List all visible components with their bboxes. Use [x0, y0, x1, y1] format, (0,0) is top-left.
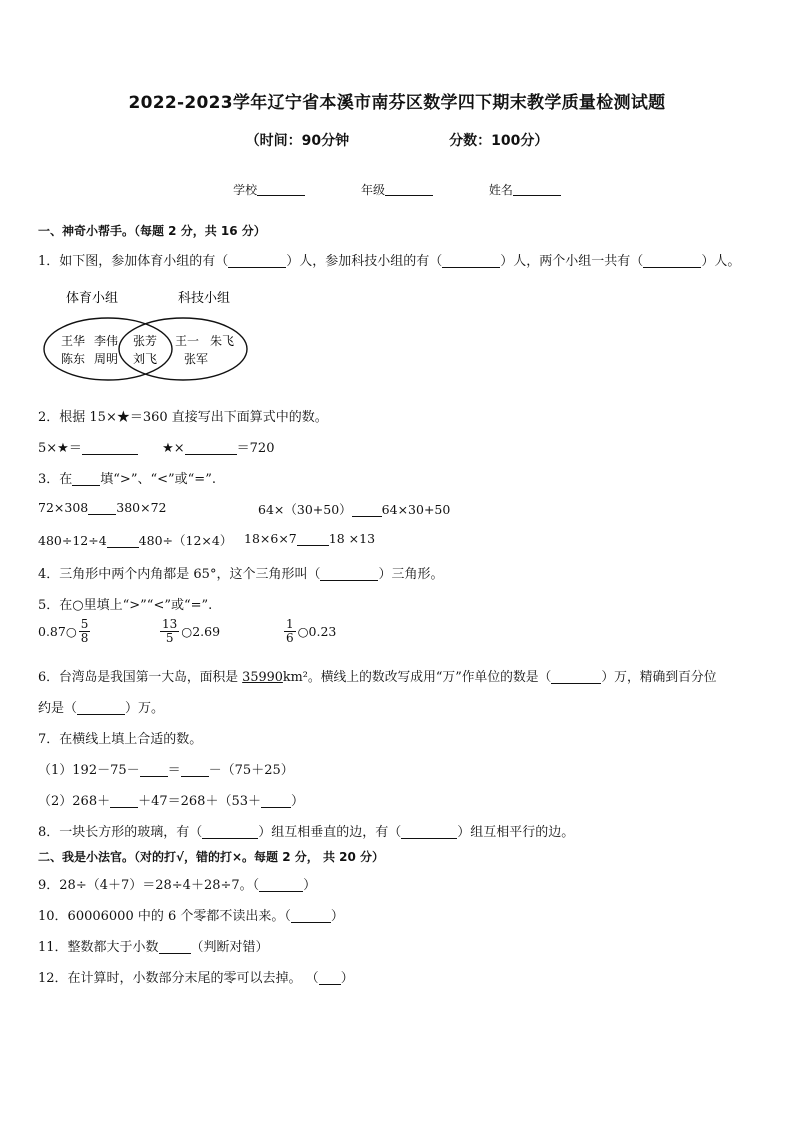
answer-blank[interactable] [110, 794, 138, 808]
total-score: 分数：100分） [449, 133, 549, 149]
answer-blank[interactable] [77, 701, 125, 715]
venn-name: 张芳 [133, 334, 158, 348]
answer-blank[interactable] [259, 878, 303, 892]
answer-blank[interactable] [643, 254, 701, 268]
question-5: 5．在○里填上“>”“<”或“=”. [38, 598, 213, 613]
venn-name: 张军 [184, 352, 209, 366]
compare-item: 18×6×7 18 ×13 [244, 531, 376, 546]
compare-item: 480÷12÷4 480÷（12×4） [38, 533, 233, 548]
compare-item: 64×（30+50） 64×30+50 [258, 502, 451, 517]
question-7-part-2: （2）268＋ ＋47＝268＋（53＋ ） [38, 794, 305, 809]
answer-blank[interactable] [228, 254, 286, 268]
compare-item: 0.87○ $\frac{5}{8}$ [38, 617, 89, 645]
question-10: 10．60006000 中的 6 个零都不读出来。（ ） [38, 909, 344, 924]
question-6: 6．台湾岛是我国第一大岛，面积是 35990km²。横线上的数改写成用“万”作单位的数是（ ）万，精确到百分位 [38, 670, 717, 685]
answer-blank[interactable] [261, 794, 291, 808]
answer-blank[interactable] [291, 909, 331, 923]
compare-item: 72×308 380×72 [38, 500, 167, 515]
venn-left-label: 体育小组 [66, 291, 119, 306]
name-field[interactable]: 姓名 [489, 181, 561, 198]
answer-blank[interactable] [320, 567, 378, 581]
question-7: 7．在横线上填上合适的数。 [38, 732, 203, 747]
answer-blank[interactable] [185, 441, 237, 455]
venn-right-label: 科技小组 [178, 291, 231, 306]
question-9: 9．28÷（4＋7）＝28÷4＋28÷7。（ ） [38, 878, 317, 893]
venn-name: 王一 [175, 334, 200, 348]
answer-blank[interactable] [88, 501, 116, 515]
question-11: 11．整数都大于小数 （判断对错） [38, 940, 269, 955]
answer-blank[interactable] [551, 670, 601, 684]
answer-blank[interactable] [159, 940, 191, 954]
question-12: 12．在计算时，小数部分末尾的零可以去掉。 （ ） [38, 971, 354, 986]
answer-blank[interactable] [297, 532, 329, 546]
answer-blank[interactable] [442, 254, 500, 268]
fraction: $\frac{13}{5}$ [162, 617, 178, 645]
fraction: $\frac{5}{8}$ [80, 617, 89, 645]
question-7-part-1: （1）192－75－ ＝ －（75＋25） [38, 763, 294, 778]
section-1-heading: 一、神奇小帮手。（每题 2 分，共 16 分） [38, 224, 266, 238]
exam-info [0, 130, 794, 150]
time-limit: （时间：90分钟 [245, 133, 350, 149]
answer-blank[interactable] [140, 763, 168, 777]
answer-blank[interactable] [181, 763, 209, 777]
venn-name: 刘飞 [133, 352, 158, 366]
venn-name: 李伟 [94, 334, 119, 348]
answer-blank[interactable] [107, 534, 139, 548]
question-4: 4．三角形中两个内角都是 65°，这个三角形叫（ ）三角形。 [38, 567, 444, 582]
school-field[interactable]: 学校 [233, 181, 305, 198]
student-info-fields [0, 181, 794, 198]
venn-diagram [38, 283, 258, 388]
venn-right-circle [119, 318, 247, 380]
venn-name: 朱飞 [210, 334, 235, 348]
question-2: 2．根据 15×★＝360 直接写出下面算式中的数。 [38, 410, 328, 425]
question-2-items: 5×★＝ ★× ＝720 [38, 441, 275, 456]
answer-blank[interactable] [82, 441, 138, 455]
compare-item: $\frac{13}{5}$ ○2.69 [162, 617, 221, 645]
answer-blank[interactable] [319, 971, 341, 985]
compare-item: $\frac{1}{6}$ ○0.23 [286, 617, 337, 645]
fraction: $\frac{1}{6}$ [286, 617, 294, 645]
page-title: 2022-2023学年辽宁省本溪市南芬区数学四下期末教学质量检测试题 [128, 93, 666, 113]
question-3: 3．在 填“>”、“<”或“=”. [38, 472, 216, 487]
venn-name: 周明 [94, 352, 119, 366]
question-6-cont: 约是（ ）万。 [38, 701, 165, 716]
answer-blank[interactable] [352, 503, 382, 517]
venn-name: 王华 [61, 334, 86, 348]
venn-name: 陈东 [61, 352, 86, 366]
grade-field[interactable]: 年级 [361, 181, 433, 198]
question-1: 1．如下图，参加体育小组的有（ ）人，参加科技小组的有（ ）人，两个小组一共有（ ）人。 [38, 254, 741, 269]
venn-left-circle [44, 318, 172, 380]
question-8: 8．一块长方形的玻璃，有（ ）组互相垂直的边，有（ ）组互相平行的边。 [38, 825, 575, 840]
answer-blank[interactable] [401, 825, 457, 839]
section-2-heading: 二、我是小法官。（对的打√，错的打×。每题 2 分， 共 20 分） [38, 850, 384, 864]
answer-blank[interactable] [202, 825, 258, 839]
